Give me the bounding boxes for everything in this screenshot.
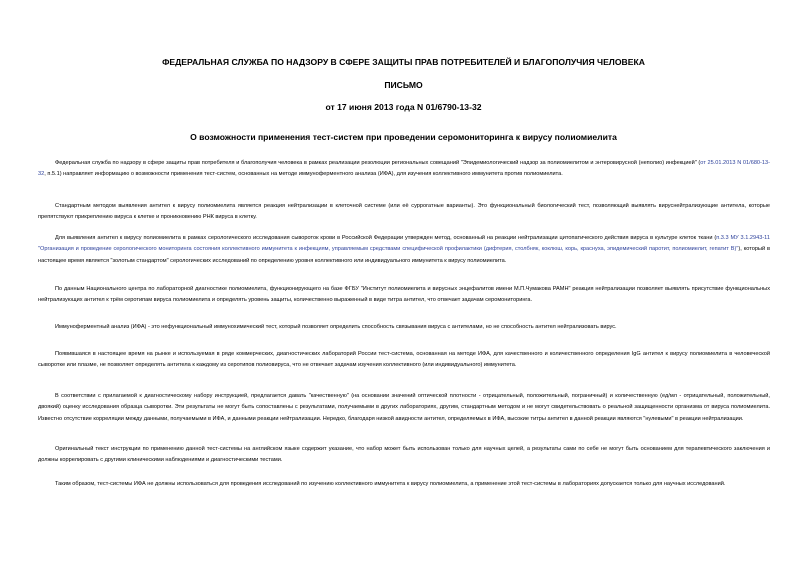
paragraph-approved-method — [38, 233, 770, 267]
paragraph-text: Для выявления антител к вирусу полиомиелита в рамках серологического исследования сывороток крови в Российской Федерации утвержден метод, основанный на реакции нейтрализации цитопатического действия вируса в культуре клеток ткани ( — [55, 235, 717, 241]
paragraph-intro — [38, 158, 770, 181]
reference-link-resolution[interactable]: от 25.01.2013 N 01/680-13-32 — [38, 160, 770, 178]
reference-link-guidelines[interactable]: п.3.3 МУ 3.1.2943-11 "Организация и проведение серологического мониторинга состояния коллективного иммунитета к инфекциям, управляемым средствами специфической профилактики (дифтерия, столбняк, коклюш, корь, краснуха, эпидемический паротит, полиомиелит, гепатит В)" — [38, 235, 770, 253]
paragraph-ifa-definition: Иммуноферментный анализ (ИФА) - это нефункциональный иммунохимический тест, который позволяет определить способность связывания вируса с антителами, но не способность антител нейтрализовать вирус. — [55, 324, 617, 330]
paragraph-instruction-evaluation: В соответствии с прилагаемой к диагностическому набору инструкцией, предлагается давать "качественную" (на основании значений оптической плотности - отрицательный, положительный, пограничный) и количественную (ед/мл - отрицательный, положительный, двоякий) оценку исследования образца сыворотки. Эти результаты не могут быть сопоставлены с результатами, получаемыми в других лабораториях, другим, стандартным методом и не могут свидетельствовать о реальной защищенности организма от вируса полиомиелита. Известно отсутствие корреляции между данными, получаемыми в ИФА, и данными реакции нейтрализации. Нередко, благодаря низкой авидности антител, определяемых в ИФА, высокие титры антител в данной реакции являются "нулевыми" в реакции нейтрализации. — [38, 393, 770, 422]
paragraph-market-test-system: Появившаяся в настоящее время на рынке и используемая в ряде коммерческих, диагностических лабораторий России тест-система, основанная на методе ИФА, для качественного и количественного определения IgG антител к вирусу полиомиелита в человеческой сыворотке или плазме, не позволяет определять антитела к каждому из серотипов полиовируса, что не отвечает задачам изучения коллективного (или индивидуального) иммунитета. — [38, 351, 770, 369]
paragraph-text: Федеральная служба по надзору в сфере защиты прав потребителя и благополучия человека в рамках реализации резолюции региональных совещаний "Эпидемиологический надзор за полиомиелитом и энтеровирусной (неполио) инфекцией" ( — [55, 160, 701, 166]
document-title: О возможности применения тест-систем при проведении серомониторинга к вирусу полиомиелита — [190, 132, 617, 142]
agency-name: ФЕДЕРАЛЬНАЯ СЛУЖБА ПО НАДЗОРУ В СФЕРЕ ЗАЩИТЫ ПРАВ ПОТРЕБИТЕЛЕЙ И БЛАГОПОЛУЧИЯ ЧЕЛОВЕКА — [162, 57, 645, 67]
paragraph-standard-method: Стандартным методом выявления антител к вирусу полиомиелита является реакция нейтрализации в клеточной системе (или её суррогатные варианты). Это функциональный биологический тест, позволяющий выявлять вируснейтрализующие антитела, которые препятствуют прикреплению вируса к клетке и проникновению РНК вируса в клетку. — [38, 203, 770, 221]
document-date-number: от 17 июня 2013 года N 01/6790-13-32 — [325, 102, 482, 112]
paragraph-national-center: По данным Национального центра по лабораторной диагностике полиомиелита, функционирующего на базе ФГБУ "Институт полиомиелита и вирусных энцефалитов имени М.П.Чумакова РАМН" реакция нейтрализации позволяет выявлять присутствие функциональных нейтрализующих антител к трём серотипам вируса полиомиелита и определять уровень защиты, количественно выраженный в виде титра антител, что отвечает задачам серомониторинга. — [38, 286, 770, 304]
paragraph-conclusion: Таким образом, тест-системы ИФА не должны использоваться для проведения исследований по изучению коллективного иммунитета к вирусу полиомиелита, а применение этой тест-системы в лабораториях допускается только для научных исследований. — [55, 481, 726, 487]
paragraph-original-instruction: Оригинальный текст инструкции по применению данной тест-системы на английском языке содержит указание, что набор может быть использован только для научных целей, а результаты сами по себе не могут быть основанием для терапевтического заключения и должны коррелировать с другими клиническими наблюдениями и диагностическими тестами. — [38, 446, 770, 464]
document-type: ПИСЬМО — [384, 80, 423, 90]
paragraph-text: ), который в настоящее время является "золотым стандартом" серологических исследований по определению уровня коллективного или индивидуального иммунитета к вирусу полиомиелита. — [38, 246, 770, 264]
paragraph-text: , п.5.1) направляет информацию о возможности применения тест-систем, основанных на методе иммуноферментного анализа (ИФА), для изучения коллективного иммунитета против полиомиелита. — [44, 171, 563, 178]
